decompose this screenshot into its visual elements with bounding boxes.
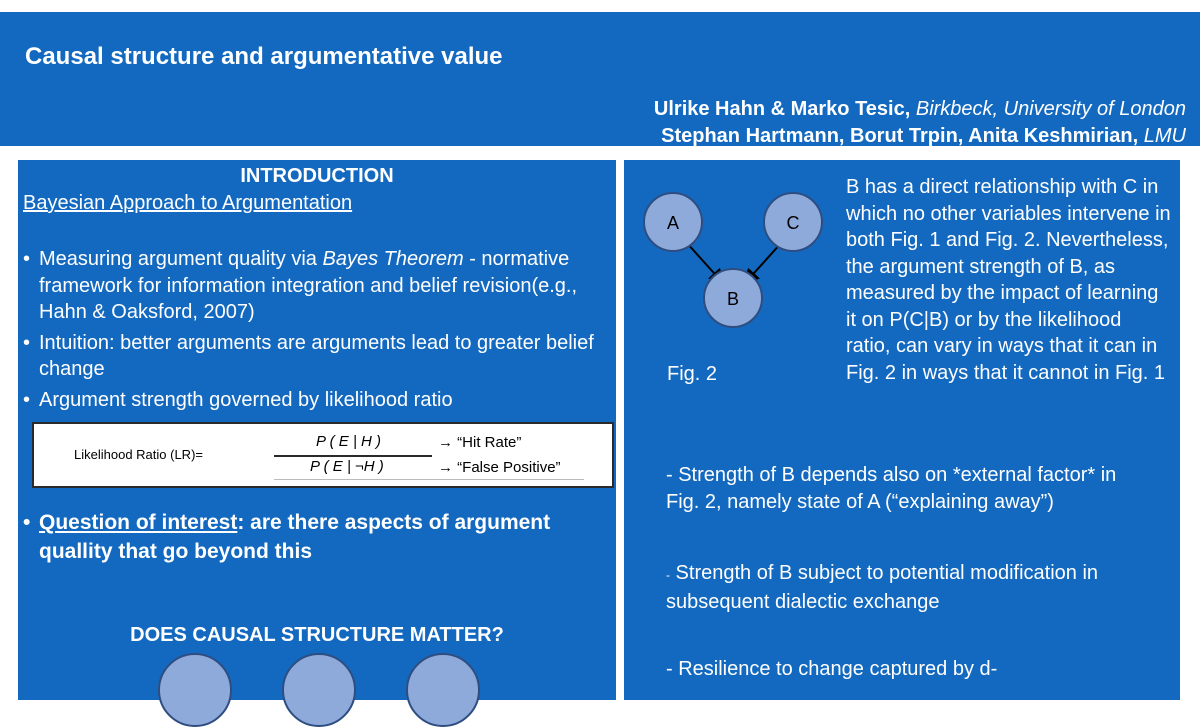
bullet1-post: - normative framework for information integration and belief revision(e.g., Hahn & Oaksford, 2007) bbox=[39, 248, 578, 323]
poster-header bbox=[0, 12, 1200, 146]
bullet1-pre: Measuring argument quality via bbox=[39, 248, 323, 270]
affiliation-1: Birkbeck, University of London bbox=[915, 98, 1186, 120]
bullet-marker: • bbox=[23, 248, 31, 270]
author-block bbox=[654, 96, 1186, 150]
node-b-label: B bbox=[726, 289, 740, 309]
node-c-label: C bbox=[786, 213, 800, 233]
bayesian-subheading: Bayesian Approach to Argumentation bbox=[23, 192, 353, 214]
bullet3-text: Argument strength governed by likelihood ratio bbox=[39, 388, 453, 411]
bullet2-text: Intuition: better arguments are arguments lead to greater belief change bbox=[39, 331, 594, 380]
point-resilience: - Resilience to change captured by d- bbox=[666, 658, 998, 680]
bullet-bayes-theorem bbox=[23, 246, 613, 326]
node-a-label: A bbox=[666, 213, 680, 233]
fraction-bar bbox=[274, 455, 432, 457]
bullet1-emphasis: Bayes Theorem bbox=[322, 248, 464, 270]
intro-bullet-list bbox=[23, 246, 613, 417]
fraction-underline bbox=[274, 479, 584, 480]
direct-relationship-paragraph: B has a direct relationship with C in which no other variables intervene in both Fig. 1 and Fig. 2. Nevertheless, the argument strength of B, as measured by the impact of learning it on P(C|B) or by the likelihood ratio, can vary in ways that it can in Fig. 2 in ways that it cannot in Fig. 1 bbox=[846, 176, 1171, 384]
question-label: Question of interest bbox=[39, 511, 238, 534]
node-a bbox=[644, 193, 702, 251]
causal-node-1 bbox=[158, 653, 232, 727]
introduction-heading: INTRODUCTION bbox=[240, 165, 394, 187]
fig2-label: Fig. 2 bbox=[667, 363, 718, 385]
point-external-factor: - Strength of B depends also on *external factor* in Fig. 2, namely state of A (“explaining away”) bbox=[666, 464, 1117, 513]
introduction-panel bbox=[18, 160, 616, 700]
author-line-2 bbox=[654, 123, 1186, 150]
causal-node-3 bbox=[406, 653, 480, 727]
bullet-marker: • bbox=[23, 331, 31, 354]
affiliation-2: LMU bbox=[1143, 125, 1186, 147]
hit-rate-label: → “Hit Rate” bbox=[438, 434, 522, 451]
causal-structure-heading: DOES CAUSAL STRUCTURE MATTER? bbox=[130, 624, 504, 646]
authors-names-2: Stephan Hartmann, Borut Trpin, Anita Keshmirian, bbox=[661, 125, 1139, 147]
question-text: : are there aspects of argument quallity that go beyond this bbox=[39, 511, 551, 563]
point-dialectic-exchange bbox=[666, 560, 1136, 615]
lr-denominator: P ( E | ¬H ) bbox=[310, 458, 384, 475]
authors-names-1: Ulrike Hahn & Marko Tesic, bbox=[653, 98, 911, 120]
poster-title: Causal structure and argumentative value bbox=[25, 43, 503, 70]
false-positive-label: → “False Positive” bbox=[438, 459, 561, 476]
fig2-diagram bbox=[634, 182, 834, 342]
bullet-marker: • bbox=[23, 388, 31, 411]
point2-text: Strength of B subject to potential modification in subsequent dialectic exchange bbox=[666, 562, 1099, 613]
bullet-likelihood bbox=[23, 387, 613, 414]
likelihood-ratio-label: Likelihood Ratio (LR)= bbox=[74, 447, 203, 462]
causal-node-2 bbox=[282, 653, 356, 727]
point2-dash: - bbox=[666, 568, 670, 582]
node-c bbox=[764, 193, 822, 251]
likelihood-ratio-box bbox=[32, 422, 614, 488]
question-of-interest bbox=[23, 508, 599, 566]
bullet-intuition bbox=[23, 330, 613, 383]
node-b bbox=[704, 269, 762, 327]
lr-numerator: P ( E | H ) bbox=[316, 433, 382, 450]
author-line-1 bbox=[654, 96, 1186, 123]
bullet-marker: • bbox=[23, 511, 31, 534]
causal-explanation-panel bbox=[624, 160, 1180, 700]
